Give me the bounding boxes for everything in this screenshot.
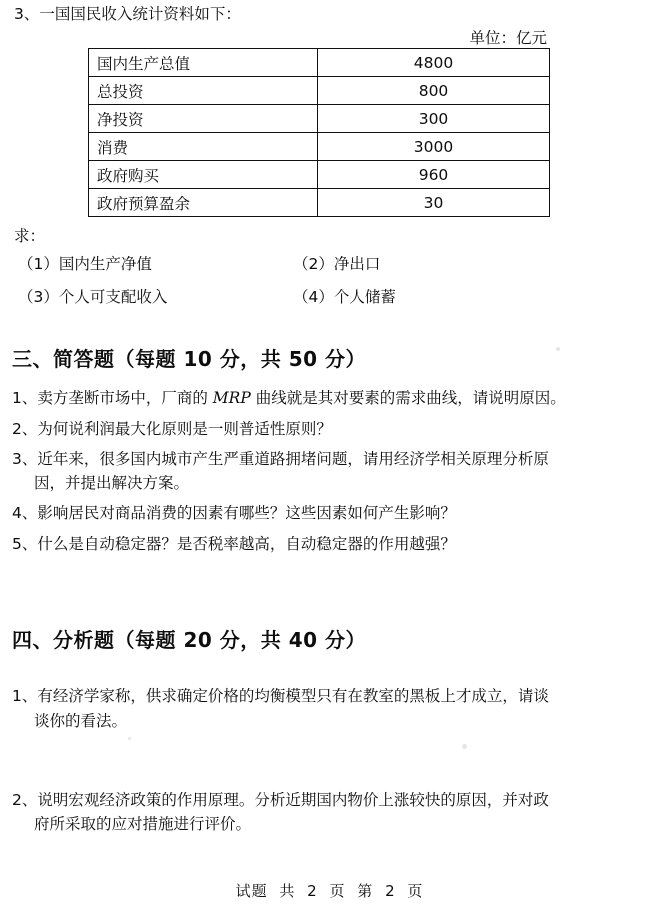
list-item: [12, 418, 648, 442]
sub-question-row: [18, 285, 538, 307]
table-row: [89, 189, 550, 217]
table-row: [89, 161, 550, 189]
list-item: [12, 684, 648, 734]
table-cell-value: 30: [318, 189, 550, 217]
question-text-italic: MRP: [212, 389, 251, 407]
question-text: 2、为何说利润最大化原则是一则普适性原则？: [12, 419, 332, 438]
footer-label: 试题: [235, 882, 268, 900]
table-row: [89, 49, 550, 77]
table-cell-value: 800: [318, 77, 550, 105]
table-cell-label: 政府预算盈余: [89, 189, 318, 217]
question-text-continued: 谈你的看法。: [34, 711, 128, 730]
table-cell-label: 国内生产总值: [89, 49, 318, 77]
ask-label: 求：: [14, 227, 46, 245]
table-cell-value: 300: [318, 105, 550, 133]
table-cell-value: 4800: [318, 49, 550, 77]
question-text-suffix: 曲线就是其对要素的需求曲线，请说明原因。: [250, 389, 566, 407]
sub-question-list: [18, 252, 538, 318]
table-cell-label: 净投资: [89, 105, 318, 133]
section-4-heading: 四、分析题（每题 20 分，共 40 分）: [12, 628, 367, 652]
table-cell-value: 3000: [318, 133, 550, 161]
question-text: 2、说明宏观经济政策的作用原理。分析近期国内物价上涨较快的原因，并对政: [12, 790, 549, 809]
question-3-header: 3、一国国民收入统计资料如下：: [14, 5, 241, 23]
question-text: 1、有经济学家称，供求确定价格的均衡模型只有在教室的黑板上才成立，请谈: [12, 687, 549, 705]
list-item: [12, 448, 648, 495]
table-cell-label: 政府购买: [89, 161, 318, 189]
list-item: [12, 533, 648, 557]
national-income-table: [88, 48, 550, 217]
unit-label: 单位：亿元: [469, 29, 547, 47]
list-item: [12, 788, 648, 838]
table-cell-label: 消费: [89, 133, 318, 161]
table-row: [89, 105, 550, 133]
question-text-continued: 因，并提出解决方案。: [34, 473, 190, 492]
footer-page-unit: 页: [329, 882, 346, 900]
sub-question-item: （1）国内生产净值: [18, 255, 152, 273]
sub-question-item: （2）净出口: [293, 255, 381, 273]
table-row: [89, 77, 550, 105]
sub-question-row: [18, 252, 538, 274]
footer-current-prefix: 第: [357, 882, 374, 900]
section-4-question-list: [12, 684, 648, 837]
footer-page-unit-2: 页: [407, 882, 424, 900]
section-3-question-list: [12, 387, 648, 563]
footer-total-prefix: 共: [279, 882, 296, 900]
footer-current-page: 2: [385, 882, 396, 900]
question-text-prefix: 1、卖方垄断市场中，厂商的: [12, 389, 213, 407]
question-text-continued: 府所采取的应对措施进行评价。: [34, 815, 252, 834]
table-cell-value: 960: [318, 161, 550, 189]
table-row: [89, 133, 550, 161]
table-cell-label: 总投资: [89, 77, 318, 105]
footer-total-pages: 2: [307, 882, 318, 900]
question-text: 4、影响居民对商品消费的因素有哪些？这些因素如何产生影响？: [12, 504, 456, 523]
page-footer: [0, 880, 659, 901]
question-text: 5、什么是自动稳定器？是否税率越高，自动稳定器的作用越强？: [12, 534, 456, 553]
question-text: 3、近年来，很多国内城市产生严重道路拥堵问题，请用经济学相关原理分析原: [12, 450, 549, 469]
list-item: [12, 502, 648, 526]
section-3-heading: 三、简答题（每题 10 分，共 50 分）: [12, 347, 367, 371]
scan-speckle: [556, 347, 560, 351]
list-item: [12, 387, 648, 411]
sub-question-item: （3）个人可支配收入: [18, 288, 168, 306]
sub-question-item: （4）个人储蓄: [293, 288, 396, 306]
